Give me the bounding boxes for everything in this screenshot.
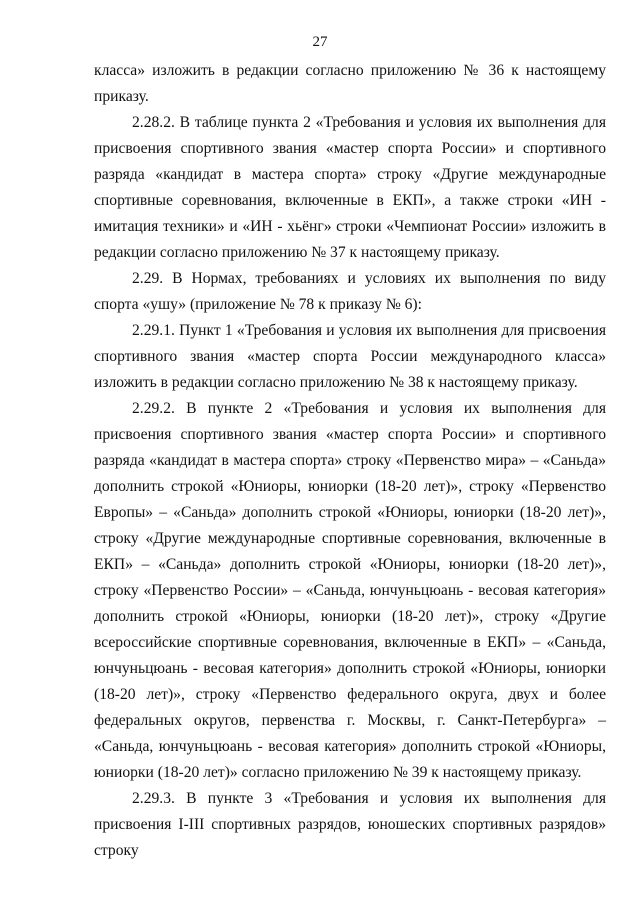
paragraph-2-29: 2.29. В Нормах, требованиях и условиях их выполнения по виду спорта «ушу» (приложение № 78 к приказу № 6): [94, 270, 606, 313]
paragraph-2-29-1: 2.29.1. Пункт 1 «Требования и условия их выполнения для присвоения спортивного звания «мастер спорта России международного класса» изложить в редакции согласно приложению № 38 к настоящему приказу. [94, 322, 606, 391]
document-body [94, 58, 606, 859]
page-number: 27 [312, 34, 328, 50]
paragraph-2-28-2: 2.28.2. В таблице пункта 2 «Требования и условия их выполнения для присвоения спортивного звания «мастер спорта России» и спортивного разряда «кандидат в мастера спорта» строку «Другие международные спортивные соревнования, включенные в ЕКП», а также строки «ИН - имитация техники» и «ИН - хьёнг» строки «Чемпионат России» изложить в редакции согласно приложению № 37 к настоящему приказу. [94, 114, 606, 261]
paragraph-2-29-2: 2.29.2. В пункте 2 «Требования и условия их выполнения для присвоения спортивного звания «мастер спорта России» и спортивного разряда «кандидат в мастера спорта» строку «Первенство мира» – «Саньда» дополнить строкой «Юниоры, юниорки (18-20 лет)», строку «Первенство Европы» – «Саньда» дополнить строкой «Юниоры, юниорки (18-20 лет)», строку «Другие международные спортивные соревнования, включенные в ЕКП» – «Саньда» дополнить строкой «Юниоры, юниорки (18-20 лет)», строку «Первенство России» – «Саньда, юнчуньцюань - весовая категория» дополнить строкой «Юниоры, юниорки (18-20 лет)», строку «Другие всероссийские спортивные соревнования, включенные в ЕКП» – «Саньда, юнчуньцюань - весовая категория» дополнить строкой «Юниоры, юниорки (18-20 лет)», строку «Первенство федерального округа, двух и более федеральных округов, первенства г. Москвы, г. Санкт-Петербурга» – «Саньда, юнчуньцюань - весовая категория» дополнить строкой «Юниоры, юниорки (18-20 лет)» согласно приложению № 39 к настоящему приказу. [94, 400, 606, 781]
paragraph-2-29-3: 2.29.3. В пункте 3 «Требования и условия их выполнения для присвоения I-III спортивных разрядов, юношеских спортивных разрядов» строку [94, 790, 606, 859]
paragraph-continuation: класса» изложить в редакции согласно приложению № 36 к настоящему приказу. [94, 62, 606, 105]
